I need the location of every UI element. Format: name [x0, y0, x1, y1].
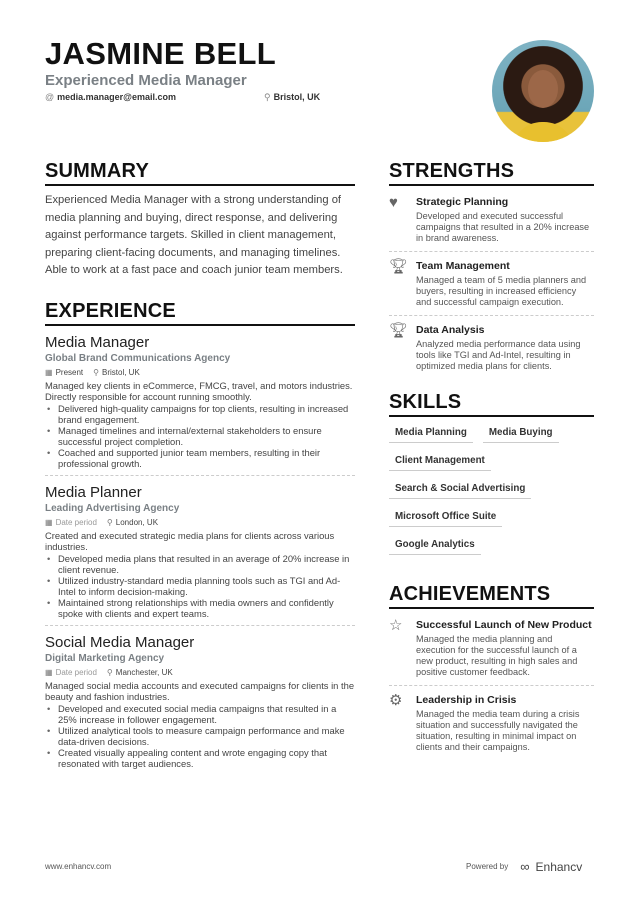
item-description: Analyzed media performance data using tools like TGI and Ad-Intel, resulting in optimized media plans for clients.	[416, 339, 581, 371]
summary-heading: SUMMARY	[45, 160, 355, 186]
heart-icon: ♥	[389, 194, 398, 211]
job-description: Created and executed strategic media plans for clients across various industries.	[45, 529, 335, 552]
left-column	[45, 160, 355, 775]
experience-section	[45, 300, 355, 775]
job-bullet: • Created visually appealing content and wrote engaging copy that resonated with target audiences.	[45, 747, 355, 769]
location-text: Bristol, UK	[273, 92, 321, 102]
job-entry	[45, 326, 355, 476]
skill-tag: Google Analytics	[389, 535, 481, 555]
skill-tag: Client Management	[389, 451, 491, 471]
skill-tag: Search & Social Advertising	[389, 479, 531, 499]
job-bullets	[45, 553, 355, 619]
medal-icon: ⚙	[389, 692, 403, 709]
powered-by-text: Powered by	[466, 862, 509, 871]
item-title: Strategic Planning	[416, 196, 509, 208]
contact-info	[45, 92, 325, 102]
right-column	[389, 160, 594, 760]
job-title: Social Media Manager	[45, 633, 195, 651]
job-bullet: • Managed timelines and internal/external stakeholders to ensure successful project completion.	[45, 425, 355, 447]
company-name: Global Brand Communications Agency	[45, 352, 231, 364]
strengths-section	[389, 160, 594, 379]
summary-text: Experienced Media Manager with a strong understanding of media planning and buying, direct response, and delivering against performance targets. Skilled in client management, preparing client-facing documents, and managing timelines. Able to work at a fast pace and coach junior team members.	[45, 194, 343, 276]
item-title: Successful Launch of New Product	[416, 619, 592, 631]
enhancv-logo-icon: ∞	[520, 859, 530, 874]
email-item[interactable]	[45, 92, 176, 102]
location-pin-icon: ⚲	[93, 367, 99, 377]
job-meta	[45, 368, 355, 377]
skills-section	[389, 391, 594, 563]
achievements-heading: ACHIEVEMENTS	[389, 583, 594, 609]
candidate-title: Experienced Media Manager	[45, 72, 247, 89]
calendar-icon: ▦	[45, 517, 53, 527]
job-bullets	[45, 703, 355, 769]
job-location: London, UK	[115, 517, 159, 527]
skill-tag: Microsoft Office Suite	[389, 507, 502, 527]
brand-name: Enhancv	[535, 859, 583, 874]
website-link[interactable]: www.enhancv.com	[45, 862, 112, 871]
job-bullets	[45, 403, 355, 469]
strengths-heading: STRENGTHS	[389, 160, 594, 186]
job-date: Date period	[55, 517, 97, 527]
skill-tag: Media Planning	[389, 423, 473, 443]
strengths-item	[389, 252, 594, 316]
company-name: Leading Advertising Agency	[45, 502, 180, 514]
job-bullet: • Developed media plans that resulted in an average of 20% increase in client revenue.	[45, 553, 355, 575]
job-bullet: • Delivered high-quality campaigns for top clients, resulting in increased brand engagement.	[45, 403, 355, 425]
job-title: Media Planner	[45, 483, 142, 501]
achievements-section	[389, 583, 594, 760]
job-location: Bristol, UK	[102, 367, 140, 377]
location-pin-icon: ⚲	[106, 517, 113, 527]
job-entry	[45, 476, 355, 626]
job-bullet: • Developed and executed social media campaigns that resulted in a 25% increase in follower engagement.	[45, 703, 355, 725]
job-bullet: • Utilized industry-standard media planning tools such as TGI and Ad-Intel to inform decision-making.	[45, 575, 355, 597]
job-date: Present	[55, 367, 84, 377]
job-entry	[45, 626, 355, 775]
job-date: Date period	[55, 667, 97, 677]
strengths-item	[389, 188, 594, 252]
skills-heading: SKILLS	[389, 391, 594, 417]
skill-tag: Media Buying	[483, 423, 559, 443]
location-pin-icon: ⚲	[106, 667, 113, 677]
star-icon: ☆	[389, 617, 403, 634]
job-location: Manchester, UK	[115, 667, 173, 677]
location-item	[264, 92, 320, 103]
strengths-item	[389, 316, 594, 379]
item-title: Team Management	[416, 260, 510, 272]
item-title: Data Analysis	[416, 324, 485, 336]
calendar-icon: ▦	[45, 367, 53, 377]
job-bullet: • Maintained strong relationships with media owners and confidently spoke with clients and expert teams.	[45, 597, 355, 619]
achievements-item	[389, 611, 594, 686]
profile-photo	[492, 40, 594, 142]
summary-section	[45, 160, 355, 280]
company-name: Digital Marketing Agency	[45, 652, 165, 664]
job-description: Managed social media accounts and executed campaigns for clients in the beauty and fashion industries.	[45, 679, 355, 702]
job-title: Media Manager	[45, 333, 150, 351]
experience-heading: EXPERIENCE	[45, 300, 355, 326]
item-description: Managed the media team during a crisis situation and successfully navigated the situation, resulting in minimal impact on clients and their campaigns.	[416, 709, 580, 752]
item-description: Developed and executed successful campaigns that resulted in a 20% increase in brand awareness.	[416, 211, 590, 243]
job-bullet: • Utilized analytical tools to measure campaign performance and make data-driven decisions.	[45, 725, 355, 747]
job-bullet: • Coached and supported junior team members, resulting in their professional growth.	[45, 447, 355, 469]
candidate-name: JASMINE BELL	[45, 36, 276, 71]
calendar-icon: ▦	[45, 667, 53, 677]
job-meta	[45, 668, 355, 677]
item-description: Managed the media planning and execution for the successful launch of a new product, resulting in high sales and positive customer feedback.	[416, 634, 578, 677]
item-title: Leadership in Crisis	[416, 694, 517, 706]
email-text: media.manager@email.com	[57, 92, 176, 102]
trophy-icon: 🏆︎	[389, 258, 409, 275]
achievements-item	[389, 686, 594, 760]
item-description: Managed a team of 5 media planners and buyers, resulting in increased efficiency and successful campaign execution.	[416, 275, 587, 307]
powered-by	[466, 859, 582, 874]
job-meta	[45, 518, 355, 527]
location-pin-icon: ⚲	[264, 92, 271, 102]
at-icon: @	[45, 92, 55, 102]
trophy-icon: 🏆︎	[389, 322, 409, 339]
job-description: Managed key clients in eCommerce, FMCG, travel, and motors industries. Directly responsible for account running smoothly.	[45, 379, 353, 402]
